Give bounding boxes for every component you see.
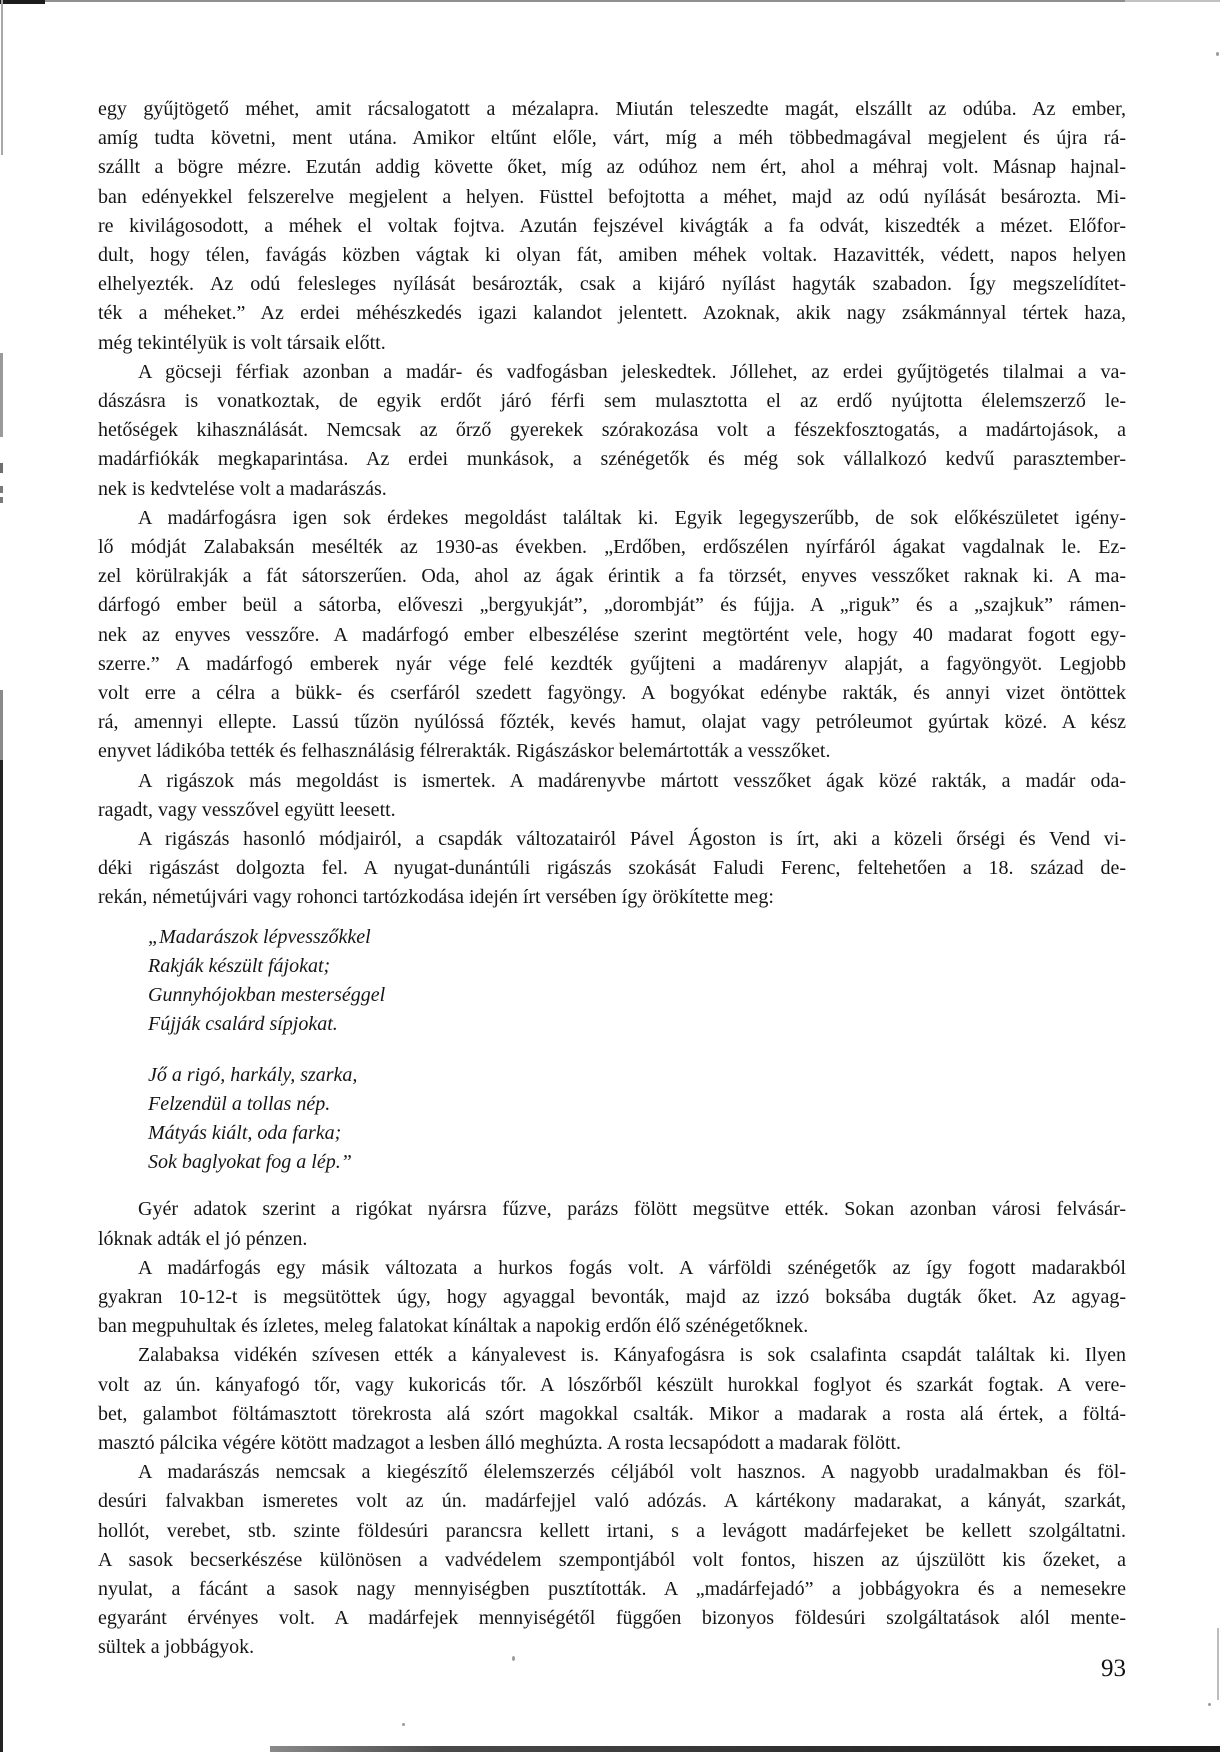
text-line: Rakják készült fájokat;	[148, 954, 331, 977]
text-line: A rigászok más megoldást is ismertek. A madárenyvbe mártott vesszőket ágak közé rakták, a madár oda-	[138, 769, 1126, 792]
paragraph	[98, 1341, 1126, 1458]
text-line: A sasok becserkészése különösen a vadvédelem szempontjából volt fontos, hiszen az újszülött kis őzeket, a	[98, 1548, 1126, 1571]
text-line: sültek a jobbágyok.	[98, 1636, 255, 1659]
text-line: Mátyás kiált, oda farka;	[148, 1121, 342, 1144]
text-line: volt az ún. kányafogó tőr, vagy kukoricás tőr. A lószőrből készült hurokkal foglyot és szarkát fogtak. A vere-	[98, 1373, 1126, 1396]
text-line: dászásra is vonatkoztak, de egyik erdőt járó férfi sem mulasztotta el az erdő nyújtotta élelemszerző le-	[98, 390, 1126, 413]
text-line: A göcseji férfiak azonban a madár- és vadfogásban jeleskedtek. Jóllehet, az erdei gyűjtögetés tilalmai a va-	[138, 360, 1126, 383]
text-line: ragadt, vagy vesszővel együtt leesett.	[98, 798, 396, 821]
text-line: még tekintélyük is volt társaik előtt.	[98, 331, 386, 354]
paragraph	[98, 825, 1126, 913]
scan-artifact-speck	[1216, 52, 1219, 56]
text-line: Fújják csalárd sípjokat.	[148, 1013, 338, 1036]
text-line: hetőségek kihasználását. Nemcsak az őrző gyerekek szórakozása volt a fészekfosztogatás, a madártojások, a	[98, 419, 1126, 442]
text-line: lő módját Zalabaksán mesélték az 1930-as években. „Erdőben, erdőszélen nyírfáról ágakat vagdalnak le. Ez-	[98, 536, 1126, 559]
scan-artifact-left-line	[1, 0, 3, 155]
text-line: madárfiókák megkaparintása. Az erdei munkások, a szénégetők és még sok vállalkozó kedvű parasztember-	[98, 448, 1126, 471]
text-line: dult, hogy télen, favágás közben vágtak ki olyan fát, amiben méhek voltak. Hazavitték, védett, napos helyen	[98, 244, 1126, 267]
text-line: Sok baglyokat fog a lép.”	[148, 1151, 352, 1174]
paragraph	[98, 1458, 1126, 1662]
scan-artifact-top-edge-light	[1125, 0, 1220, 2]
text-line: nyulat, a fácánt a sasok nagy mennyiségben pusztították. A „madárfejadó” a jobbágyokra és a nemesekre	[98, 1577, 1126, 1600]
text-line: masztó pálcika végére kötött madzagot a lesben álló meghúzta. A rosta lecsapódott a madarak fölött.	[98, 1431, 902, 1454]
scan-artifact-left-dash	[0, 463, 3, 473]
text-line: déki rigászást dolgozta fel. A nyugat-dunántúli rigászás szokását Faludi Ferenc, feltehetően a 18. század de-	[98, 857, 1126, 880]
scan-artifact-left-dash	[0, 486, 3, 493]
paragraph	[98, 95, 1126, 358]
paragraph	[98, 1195, 1126, 1253]
text-line: volt erre a célra a bükk- és cserfáról szedett fagyöngy. A bogyókat edénybe rakták, és annyi vizet öntöttek	[98, 682, 1126, 705]
page-text-block	[98, 95, 1126, 1663]
text-line: A madárfogás egy másik változata a hurkos fogás volt. A várföldi szénégetők az így fogott madarakból	[138, 1256, 1126, 1279]
text-line: gyakran 10-12-t is megsütöttek úgy, hogy agyaggal bevonták, majd az izzó boksába dugták őket. Az agyag-	[98, 1285, 1126, 1308]
verse-stanza	[148, 1061, 1126, 1178]
text-line: Zalabaksa vidékén szívesen ették a kányalevest is. Kányafogásra is sok csalafinta csapdát találtak ki. Ilyen	[138, 1344, 1126, 1367]
text-line: zel körülrakják a fát sátorszerűen. Oda, ahol az ágak érintik a fa törzsét, enyves vesszőket raknak ki. A ma-	[98, 565, 1126, 588]
text-line: Jő a rigó, harkály, szarka,	[148, 1063, 358, 1086]
scan-artifact-top-left	[0, 0, 45, 4]
text-line: dárfogó ember beül a sátorba, előveszi „bergyukját”, „dorombját” és fújja. A „riguk” és a „szajkuk” rámen-	[98, 594, 1126, 617]
scan-artifact-left-dash	[0, 497, 3, 503]
text-line: A madarászás nemcsak a kiegészítő élelemszerzés céljából volt hasznos. A nagyobb uradalmakban és föl-	[138, 1461, 1126, 1484]
paragraph	[98, 1254, 1126, 1342]
text-line: ték a méheket.” Az erdei méhészkedés igazi kalandot jelentett. Azoknak, akik nagy zsákmánnyal tértek haza,	[98, 302, 1126, 325]
scan-artifact-top-edge	[0, 0, 1220, 2]
text-line: enyvet ládikóba tették és felhasználásig félrerakták. Rigászáskor belemártották a vesszőket.	[98, 740, 831, 763]
text-line: Felzendül a tollas nép.	[148, 1092, 331, 1115]
text-line: hollót, verebet, stb. szinte földesúri parancsra kellett irtani, s a levágott madárfejeket be kellett szolgáltatni.	[98, 1519, 1126, 1542]
paragraph	[98, 504, 1126, 767]
text-line: egyaránt érvényes volt. A madárfejek mennyiségétől függően bizonyos földesúri szolgáltatások alól mente-	[98, 1607, 1126, 1630]
text-line: amíg tudta követni, ment utána. Amikor eltűnt előle, várt, míg a méh többedmagával megjelent és újra rá-	[98, 127, 1126, 150]
scan-artifact-left-line	[0, 690, 3, 760]
scan-artifact-right-edge	[1217, 1628, 1219, 1700]
text-line: nek is kedvtelése volt a madarászás.	[98, 477, 387, 500]
page-number: 93	[1101, 1655, 1126, 1682]
text-line: „Madarászok lépvesszőkkel	[148, 925, 371, 948]
text-line: ban megpuhultak és ízletes, meleg falatokat kínáltak a napokig erdőn élő szénégetőknek.	[98, 1315, 809, 1338]
text-line: szállt a bögre mézre. Ezután addig követte őket, míg az odúhoz nem ért, ahol a méhraj volt. Másnap hajnal-	[98, 156, 1126, 179]
scan-artifact-left-line	[0, 353, 3, 437]
paragraph	[98, 767, 1126, 825]
text-line: A madárfogásra igen sok érdekes megoldást találtak ki. Egyik legegyszerűbb, de sok előkészületet igény-	[138, 506, 1126, 529]
text-line: ban edényekkel felszerelve megjelent a helyen. Füsttel befojtotta a méhet, majd az odú nyílását besározta. Mi-	[98, 185, 1126, 208]
text-line: desúri falvakban ismeretes volt az ún. madárfejjel való adózás. A kártékony madarakat, a kányát, szarkát,	[98, 1490, 1126, 1513]
text-line: elhelyezték. Az odú felesleges nyílását besározták, csak a kijáró nyílást hagyták szabadon. Így megszelídítet-	[98, 273, 1126, 296]
text-line: rá, amennyi ellepte. Lassú tűzön nyúlóssá főzték, kevés hamut, olajat vagy petróleumot gyúrtak közé. A kész	[98, 711, 1126, 734]
scan-artifact-left-line	[0, 760, 3, 1752]
text-line: bet, galambot föltámasztott törekrosta alá szórt magokkal csalták. Mikor a madarak a rosta alá értek, a föltá-	[98, 1402, 1126, 1425]
text-line: Gyér adatok szerint a rigókat nyársra fűzve, parázs fölött megsütve ették. Sokan azonban városi felvásár-	[138, 1198, 1126, 1221]
paragraph	[98, 358, 1126, 504]
text-line: egy gyűjtögető méhet, amit rácsalogatott a mézalapra. Miután teleszedte magát, elszállt az odúba. Az ember,	[98, 98, 1126, 120]
text-line: szerre.” A madárfogó emberek nyár vége felé kezdték gyűjteni a madárenyv alapját, a fagyöngyöt. Legjobb	[98, 652, 1126, 675]
text-line: Gunnyhójokban mesterséggel	[148, 984, 386, 1007]
text-line: A rigászás hasonló módjairól, a csapdák változatairól Pável Ágoston is írt, aki a közeli őrségi és Vend vi-	[138, 828, 1126, 851]
scan-artifact-bottom-bar	[270, 1746, 1220, 1752]
scan-artifact-speck	[1208, 1703, 1211, 1706]
text-line: rekán, németújvári vagy rohonci tartózkodása idején írt versében így örökítette meg:	[98, 886, 774, 909]
text-line: lóknak adták el jó pénzen.	[98, 1227, 308, 1250]
text-line: nek az enyves vesszőre. A madárfogó ember elbeszélése szerint megtörtént vele, hogy 40 madarat fogott egy-	[98, 623, 1126, 646]
scan-artifact-speck	[402, 1723, 405, 1726]
verse-stanza	[148, 923, 1126, 1040]
text-line: re kivilágosodott, a méhek el voltak fojtva. Azután fejszével kivágták a fa odvát, kiszedték a mézet. Előfor-	[98, 214, 1126, 237]
